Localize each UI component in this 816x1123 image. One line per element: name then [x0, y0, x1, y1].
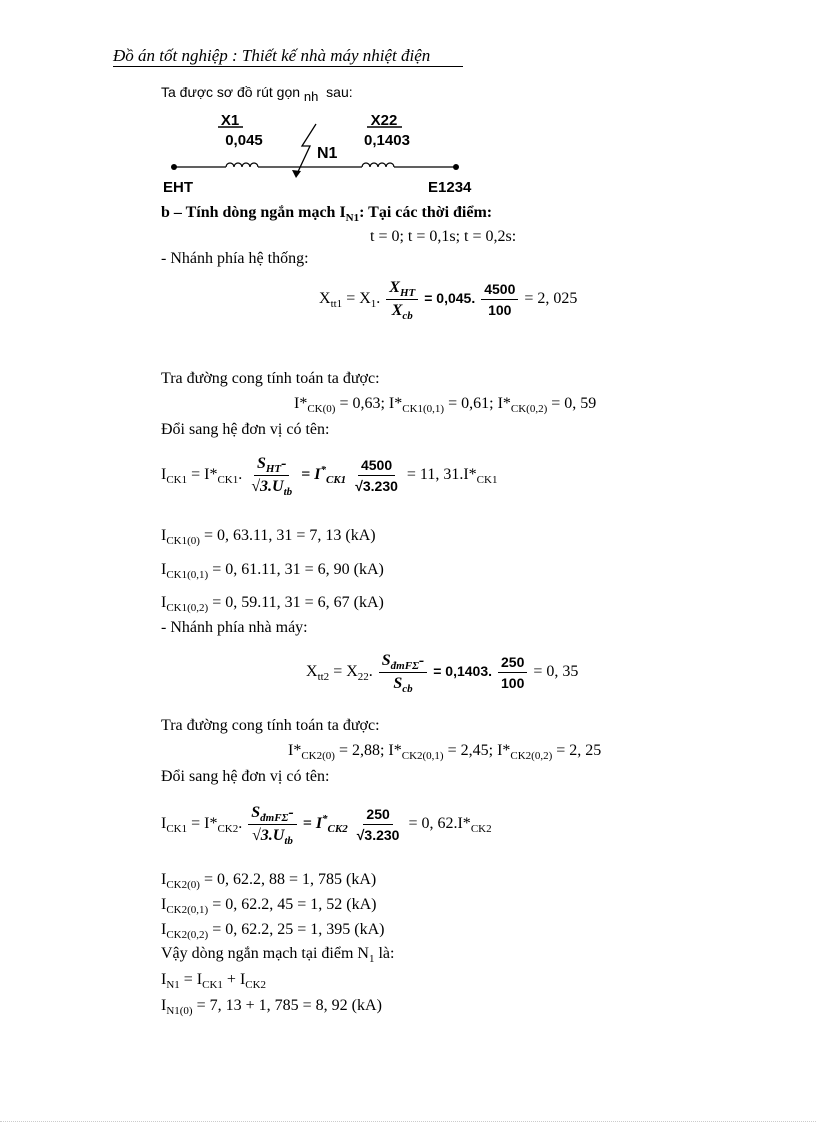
conclusion-tail: là: — [374, 945, 395, 962]
result-lhs: I — [161, 896, 167, 913]
xtt2-x-sub: 22 — [357, 671, 369, 684]
x1-value: 0,045 — [225, 132, 263, 149]
result-row — [161, 527, 376, 545]
result-lhs: I — [161, 871, 167, 888]
x1-inductor — [226, 163, 258, 167]
istar2-a-val: = 2,88; — [334, 742, 389, 759]
xtt2-f1-den-sub: cb — [402, 683, 413, 695]
x22-label: X22 — [370, 112, 398, 129]
result-row — [161, 594, 384, 612]
page-footer-rule — [0, 1121, 816, 1122]
xtt1-f1-den: X — [391, 302, 403, 319]
ick2-mid: = I — [302, 815, 323, 833]
xtt2-f2-den: 100 — [501, 675, 525, 691]
ick1-f1-den: √3.U — [251, 478, 284, 495]
istar1-b: I* — [388, 395, 403, 412]
xtt1-result: = 2, 025 — [524, 290, 578, 308]
istar1-c-val: = 0, 59 — [547, 395, 597, 412]
sum-c: + I — [222, 971, 246, 988]
conclusion-main: Vậy dòng ngắn mạch tại điểm N — [161, 945, 369, 962]
result-sub: CK1(0,2) — [166, 602, 209, 614]
ick1-lhs-sub: CK1 — [166, 474, 188, 487]
istar1-a: I* — [294, 395, 308, 412]
xtt1-f1-den-sub: cb — [402, 310, 413, 322]
xtt2-fraction — [379, 652, 427, 693]
xtt2-eq: = X — [329, 663, 358, 681]
xtt2-lhs: X — [306, 663, 318, 681]
ick1-f1-den-sub: tb — [283, 486, 293, 498]
xtt2-result: = 0, 35 — [533, 663, 579, 681]
result-expr: = 0, 59.11, 31 = 6, 67 (kA) — [208, 594, 384, 611]
result-expr: = 0, 63.11, 31 = 7, 13 (kA) — [199, 527, 376, 544]
istar1-a-sub: CK(0) — [307, 403, 336, 415]
branch2-convert: Đổi sang hệ đơn vị có tên: — [161, 768, 330, 785]
ick2-f1-num: S — [251, 804, 261, 821]
xtt2-lhs-sub: tt2 — [317, 671, 330, 684]
ick2-f1-den-sub: tb — [284, 835, 293, 847]
ick2-f1-den: √3.U — [252, 827, 285, 844]
ick1-f1-num: S — [256, 455, 266, 472]
ick1-fraction-2 — [352, 457, 401, 494]
result-row — [161, 561, 384, 579]
sum-c-sub: CK2 — [245, 979, 267, 991]
istar2-b: I* — [388, 742, 402, 759]
xtt1-lhs: X — [319, 290, 331, 308]
istar2-b-sub: CK2(0,1) — [401, 750, 444, 762]
xtt2-formula — [306, 652, 578, 693]
intro-line — [161, 84, 353, 104]
ick2-f1-num-tail: - — [288, 804, 294, 821]
ick2-f2-den: √3.230 — [356, 827, 400, 843]
times-line: t = 0; t = 0,1s; t = 0,2s: — [370, 228, 517, 245]
ick1-dot: . — [238, 466, 243, 484]
conclusion-final — [161, 997, 382, 1015]
ick1-eq: = I* — [187, 466, 218, 484]
e1234-node — [453, 164, 459, 170]
result-sub: CK2(0,1) — [166, 904, 209, 916]
ick2-fraction-2 — [354, 806, 403, 843]
istar2-c: I* — [497, 742, 511, 759]
ick1-fraction — [248, 455, 295, 496]
xtt1-x-sub: 1 — [370, 298, 377, 311]
ick2-eq-sub: CK2 — [217, 823, 239, 836]
conclusion-sub: 1 — [368, 953, 375, 965]
sum-b: = I — [179, 971, 203, 988]
ick1-eq-sub: CK1 — [217, 474, 239, 487]
istar1-a-val: = 0,63; — [335, 395, 389, 412]
intro-text: Ta được sơ đồ rút gọn — [161, 84, 301, 100]
xtt1-eq: = X — [342, 290, 371, 308]
final-a-sub: N1(0) — [166, 1005, 193, 1017]
header-underline — [113, 66, 463, 67]
ick2-formula — [161, 804, 492, 845]
ick2-fraction — [248, 804, 296, 845]
ick1-result-sub: CK1 — [476, 474, 498, 487]
result-sub: CK2(0) — [166, 879, 200, 891]
ick2-eq: = I* — [187, 815, 218, 833]
ick2-f1-num-sub: đmFΣ — [260, 812, 289, 824]
branch1-lookup: Tra đường cong tính toán ta được: — [161, 370, 380, 387]
xtt2-f1-num: S — [381, 652, 391, 669]
branch1-heading: - Nhánh phía hệ thống: — [161, 250, 309, 267]
ick1-mid-sub: CK1 — [326, 474, 347, 487]
result-sub: CK1(0,1) — [166, 569, 209, 581]
istar2-a: I* — [288, 742, 302, 759]
result-expr: = 0, 62.2, 45 = 1, 52 (kA) — [208, 896, 377, 913]
istar2-c-val: = 2, 25 — [552, 742, 602, 759]
ick1-formula — [161, 455, 497, 496]
istar2-b-val: = 2,45; — [443, 742, 498, 759]
sum-b-sub: CK1 — [202, 979, 223, 991]
ick2-dot: . — [238, 815, 243, 833]
branch2-lookup: Tra đường cong tính toán ta được: — [161, 717, 380, 734]
xtt1-fraction-2 — [481, 281, 518, 318]
ick2-f2-num: 250 — [363, 806, 392, 825]
result-lhs: I — [161, 527, 167, 544]
ick1-lhs: I — [161, 466, 167, 484]
xtt2-f2-num: 250 — [498, 654, 527, 673]
ick1-mid-sup: * — [320, 464, 326, 477]
branch2-istar — [288, 742, 601, 760]
ick2-lhs-sub: CK1 — [166, 823, 188, 836]
reduced-circuit-diagram — [160, 106, 500, 196]
section-b-title — [161, 204, 492, 222]
xtt2-mid: = 0,1403. — [433, 663, 492, 680]
istar1-c: I* — [497, 395, 511, 412]
document-header: Đồ án tốt nghiệp : Thiết kế nhà máy nhiệt điện — [113, 46, 431, 65]
result-row — [161, 871, 376, 889]
xtt1-mid: = 0,045. — [424, 290, 476, 307]
ick1-mid: = I — [301, 466, 321, 484]
intro-tail: sau: — [326, 84, 353, 100]
ick1-f2-num: 4500 — [358, 457, 395, 476]
section-b-tail: : Tại các thời điểm: — [359, 204, 493, 221]
ick1-result: = 11, 31.I* — [406, 466, 477, 484]
fault-label: N1 — [317, 145, 338, 162]
result-row — [161, 921, 384, 939]
istar2-a-sub: CK2(0) — [301, 750, 335, 762]
x22-inductor — [362, 163, 394, 167]
istar2-c-sub: CK2(0,2) — [510, 750, 553, 762]
xtt1-f1-num-sub: HT — [399, 287, 416, 299]
intro-nh: nh — [303, 89, 319, 104]
ick2-mid-sup: * — [322, 813, 328, 826]
result-expr: = 0, 61.11, 31 = 6, 90 (kA) — [208, 561, 384, 578]
ick2-mid-sub: CK2 — [327, 823, 348, 836]
ick1-f2-den: √3.230 — [355, 478, 398, 494]
xtt2-f1-num-sub: đmFΣ — [390, 660, 419, 672]
fault-arrow-icon — [296, 124, 316, 176]
result-lhs: I — [161, 594, 167, 611]
ick1-f1-num-tail: - — [281, 455, 287, 472]
result-lhs: I — [161, 921, 167, 938]
x1-label: X1 — [220, 112, 240, 129]
result-expr: = 0, 62.2, 88 = 1, 785 (kA) — [199, 871, 377, 888]
x22-value: 0,1403 — [364, 132, 410, 149]
ick2-result-sub: CK2 — [470, 823, 492, 836]
xtt2-dot: . — [368, 663, 373, 681]
section-b-sub: N1 — [345, 212, 360, 224]
result-lhs: I — [161, 561, 167, 578]
result-sub: CK2(0,2) — [166, 929, 209, 941]
xtt1-f1-num: X — [389, 279, 400, 296]
ick2-result: = 0, 62.I* — [408, 815, 471, 833]
xtt1-f2-num: 4500 — [481, 281, 518, 300]
istar1-b-val: = 0,61; — [444, 395, 498, 412]
result-sub: CK1(0) — [166, 535, 200, 547]
xtt1-dot: . — [376, 290, 381, 308]
xtt2-f1-den: S — [393, 675, 403, 692]
sum-a-sub: N1 — [166, 979, 180, 991]
ick2-lhs: I — [161, 815, 167, 833]
section-b-text: b – Tính dòng ngắn mạch I — [161, 204, 346, 221]
sum-a: I — [161, 971, 167, 988]
eht-label: EHT — [163, 179, 193, 196]
istar1-c-sub: CK(0,2) — [510, 403, 548, 415]
ick1-f1-num-sub: HT — [265, 463, 282, 475]
e1234-label: E1234 — [428, 179, 472, 196]
result-expr: = 0, 62.2, 25 = 1, 395 (kA) — [208, 921, 385, 938]
branch2-heading: - Nhánh phía nhà máy: — [161, 619, 308, 636]
conclusion-sum — [161, 971, 266, 989]
xtt1-f2-den: 100 — [488, 302, 512, 318]
xtt1-fraction — [386, 279, 418, 320]
final-a: I — [161, 997, 167, 1014]
xtt1-formula — [319, 279, 577, 320]
result-row — [161, 896, 376, 914]
branch1-convert: Đổi sang hệ đơn vị có tên: — [161, 421, 330, 438]
xtt2-f1-num-tail: - — [418, 652, 425, 669]
xtt1-lhs-sub: tt1 — [330, 298, 343, 311]
final-expr: = 7, 13 + 1, 785 = 8, 92 (kA) — [192, 997, 382, 1014]
conclusion-text — [161, 945, 394, 963]
xtt2-fraction-2 — [498, 654, 527, 691]
istar1-b-sub: CK1(0,1) — [402, 403, 445, 415]
branch1-istar — [294, 395, 596, 413]
